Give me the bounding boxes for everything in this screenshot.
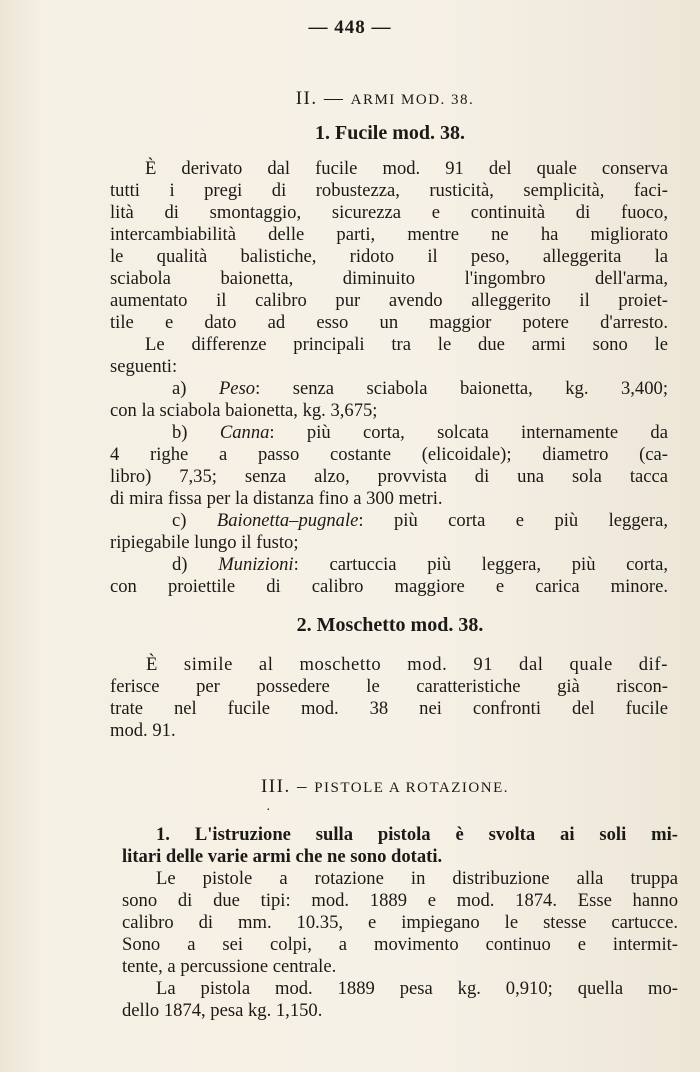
paragraph-differenze-line: seguenti: xyxy=(110,356,178,377)
list-item-peso: a) Peso: senza sciabola baionetta, kg. 3,400; xyxy=(172,378,668,399)
paragraph-pistole-line: Sono a sei colpi, a movimento continuo e intermit- xyxy=(122,934,678,955)
list-item-munizioni: d) Munizioni: cartuccia più leggera, più corta, xyxy=(172,554,668,575)
section-number: II. xyxy=(295,88,318,109)
list-item-munizioni-cont: con proiettile di calibro maggiore e carica minore. xyxy=(110,576,668,597)
paragraph-pistole-line: tente, a percussione centrale. xyxy=(122,956,337,977)
subheading-moschetto: 2. Moschetto mod. 38. xyxy=(296,614,484,636)
list-item-canna: b) Canna: più corta, solcata internamente da xyxy=(172,422,668,443)
paragraph-fucile-line: È derivato dal fucile mod. 91 del quale conserva xyxy=(145,158,668,179)
paragraph-fucile-line: intercambiabilità delle parti, mentre ne ha migliorato xyxy=(110,224,668,245)
paragraph-fucile-line: le qualità balistiche, ridoto il peso, alleggerita la xyxy=(110,246,668,267)
section-heading-armi: II. — ARMI MOD. 38. xyxy=(295,88,475,109)
subheading-fucile: 1. Fucile mod. 38. xyxy=(315,122,465,144)
page-number: — 448 — xyxy=(308,17,392,38)
paragraph-pesi-line: La pistola mod. 1889 pesa kg. 0,910; quella mo- xyxy=(156,978,678,999)
paragraph-pistole-line: calibro di mm. 10.35, e impiegano le stesse cartucce. xyxy=(122,912,678,933)
paragraph-istruzione-line: litari delle varie armi che ne sono dotati. xyxy=(122,846,443,867)
list-item-baionetta-cont: ripiegabile lungo il fusto; xyxy=(110,532,299,553)
list-item-canna-cont: di mira fissa per la distanza fino a 300 metri. xyxy=(110,488,443,509)
paragraph-moschetto-line: mod. 91. xyxy=(110,720,176,741)
paragraph-istruzione-line: 1. L'istruzione sulla pistola è svolta ai soli mi- xyxy=(156,824,678,845)
paragraph-fucile-line: tutti i pregi di robustezza, rusticità, semplicità, faci- xyxy=(110,180,668,201)
section-title: PISTOLE A ROTAZIONE. xyxy=(314,780,509,796)
paragraph-moschetto-line: ferisce per possedere le caratteristiche già riscon- xyxy=(110,676,668,697)
section-number: III. xyxy=(260,776,291,797)
paragraph-differenze-line: Le differenze principali tra le due armi sono le xyxy=(145,334,668,355)
list-item-canna-cont: 4 righe a passo costante (elicoidale); diametro (ca- xyxy=(110,444,668,465)
list-item-baionetta: c) Baionetta–pugnale: più corta e più leggera, xyxy=(172,510,668,531)
paragraph-pistole-line: sono di due tipi: mod. 1889 e mod. 1874. Esse hanno xyxy=(122,890,678,911)
section-title: ARMI MOD. 38. xyxy=(350,92,475,108)
list-item-peso-cont: con la sciabola baionetta, kg. 3,675; xyxy=(110,400,378,421)
section-heading-pistole: III. – PISTOLE A ROTAZIONE. xyxy=(260,776,509,797)
paragraph-moschetto-line: trate nel fucile mod. 38 nei confronti del fucile xyxy=(110,698,668,719)
paragraph-moschetto-line: È simile al moschetto mod. 91 dal quale dif- xyxy=(146,654,668,675)
paragraph-fucile-line: lità di smontaggio, sicurezza e continuità di fuoco, xyxy=(110,202,668,223)
paragraph-pistole-line: Le pistole a rotazione in distribuzione alla truppa xyxy=(156,868,678,889)
paragraph-fucile-line: sciabola baionetta, diminuito l'ingombro dell'arma, xyxy=(110,268,668,289)
paragraph-fucile-line: aumentato il calibro pur avendo alleggerito il proiet- xyxy=(110,290,668,311)
paragraph-pesi-line: dello 1874, pesa kg. 1,150. xyxy=(122,1000,323,1021)
list-item-canna-cont: libro) 7,35; senza alzo, provvista di una sola tacca xyxy=(110,466,668,487)
paragraph-fucile-line: tile e dato ad esso un maggior potere d'arresto. xyxy=(110,312,668,333)
printing-speck: · xyxy=(266,803,271,818)
